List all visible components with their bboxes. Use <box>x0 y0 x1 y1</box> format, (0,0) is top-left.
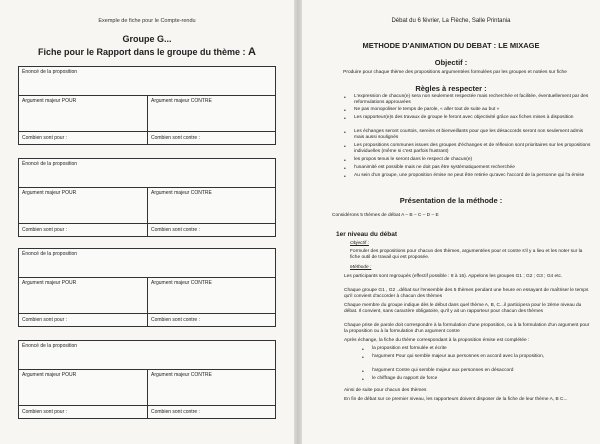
arg-contre-field[interactable] <box>147 187 275 223</box>
arg-pour-label: Argument majeur POUR <box>22 280 77 286</box>
arg-pour-label: Argument majeur POUR <box>22 372 77 378</box>
count-contre-field[interactable] <box>147 313 275 327</box>
arg-pour-field[interactable] <box>19 95 147 131</box>
bullet-icon: • <box>344 130 346 136</box>
left-page <box>0 0 294 444</box>
count-contre-label: Combien sont contre : <box>151 227 200 233</box>
count-pour-label: Combien sont pour : <box>22 135 68 141</box>
page-gutter <box>294 0 302 444</box>
method-paragraph: Après échange, la fiche du thème correspondant à la proposition émise est complétée : <box>344 338 530 343</box>
objectif-heading: Objectif : <box>434 58 468 67</box>
proposition-label: Énoncé de la proposition <box>22 251 78 257</box>
bullet-icon: • <box>362 369 364 375</box>
bullet-icon: • <box>362 347 364 353</box>
count-pour-field[interactable] <box>19 313 147 327</box>
count-contre-label: Combien sont contre : <box>151 409 200 415</box>
report-title <box>0 46 294 58</box>
arg-contre-label: Argument majeur CONTRE <box>151 190 212 196</box>
proposition-field[interactable] <box>19 159 275 188</box>
objectif-text: Produire pour chaque thème des propositions argumentées formulées par les groupes et notées sur fiche <box>343 70 567 75</box>
level-heading: 1er niveau du débat <box>336 231 398 238</box>
arg-contre-label: Argument majeur CONTRE <box>151 372 212 378</box>
count-contre-label: Combien sont contre : <box>151 135 200 141</box>
count-contre-label: Combien sont contre : <box>151 317 200 323</box>
bullet-icon: • <box>344 108 346 114</box>
themes-line: Considérons 5 thèmes de débat A – B – C – D – E <box>332 213 439 218</box>
column-divider <box>147 277 148 326</box>
objectif-sub-label: Objectif : <box>350 241 369 246</box>
rule-item: l'unanimité est possible mais ne doit pas être systématiquement recherchée <box>354 165 515 170</box>
bullet-icon: • <box>344 95 346 101</box>
count-pour-label: Combien sont pour : <box>22 227 68 233</box>
count-pour-field[interactable] <box>19 131 147 145</box>
objectif-sub-text: Formuler des propositions pour chacun des thèmes, argumentées pour et contre s'il y a lieu et les noter sur la fiche outil de travail qui est proposée. <box>350 249 583 260</box>
fiche-item: la proposition est formulée et écrite <box>372 346 447 351</box>
proposition-field[interactable] <box>19 67 275 96</box>
presentation-heading: Présentation de la méthode : <box>399 196 503 205</box>
bullet-icon: • <box>344 144 346 150</box>
fiche-item: l'argument Contre qui semble majeur aux personnes en désaccord <box>372 368 514 373</box>
proposition-field[interactable] <box>19 341 275 370</box>
report-title-text: Fiche pour le Rapport dans le groupe du thème : <box>38 47 246 57</box>
right-page <box>302 0 600 444</box>
theme-letter: A <box>248 46 256 58</box>
arg-pour-field[interactable] <box>19 369 147 405</box>
regles-heading: Règles à respecter : <box>415 84 487 93</box>
arg-contre-field[interactable] <box>147 277 275 313</box>
arg-contre-field[interactable] <box>147 95 275 131</box>
arg-contre-field[interactable] <box>147 369 275 405</box>
bullet-icon: • <box>344 166 346 172</box>
column-divider <box>147 187 148 236</box>
count-pour-field[interactable] <box>19 223 147 237</box>
bullet-icon: • <box>344 158 346 164</box>
count-contre-field[interactable] <box>147 405 275 419</box>
bullet-icon: • <box>362 377 364 383</box>
proposition-label: Énoncé de la proposition <box>22 161 78 167</box>
rule-item: Au sein d'un groupe, une proposition émise ne peut être retirée qu'avec l'accord de la personne qui l'a émise <box>354 173 585 178</box>
column-divider <box>147 95 148 144</box>
count-pour-field[interactable] <box>19 405 147 419</box>
rule-item: Les échanges seront courtois, sereins et bienveillants pour que les désaccords seront non seulement admis mais aussi soulignés <box>354 129 584 140</box>
fiche-item: le chiffrage du rapport de force <box>372 376 438 381</box>
count-pour-label: Combien sont pour : <box>22 317 68 323</box>
example-caption: Exemple de fiche pour le Compte-rendu <box>98 18 196 24</box>
rule-item: les propos tenus le seront dans le respect de chacun(e) <box>354 157 473 162</box>
report-form <box>18 248 276 327</box>
proposition-field[interactable] <box>19 249 275 278</box>
closing-paragraph: Ainsi de suite pour chacun des thèmes <box>344 388 427 393</box>
rule-item: Les propositions communes issues des groupes d'échanges et de réflexion sont prioritaires sur les propositions individuelles (même si c'est parfois frustrant) <box>354 143 591 154</box>
bullet-icon: • <box>344 174 346 180</box>
report-form <box>18 340 276 419</box>
method-paragraph: Chaque prise de parole doit correspondre à la formulation d'une proposition, ou à la formulation d'un argument pour la proposition ou à la formulation d'un argument contre <box>344 323 590 334</box>
arg-pour-field[interactable] <box>19 277 147 313</box>
event-header: Débat du 6 février, La Flèche, Salle Printania <box>391 18 511 24</box>
report-form <box>18 158 276 237</box>
bullet-icon: • <box>344 116 346 122</box>
rule-item: L'expression de chacun(e) sera non seulement respectée mais recherchée et facilitée, éventuellement par des reformulations approuvées <box>354 94 589 105</box>
count-contre-field[interactable] <box>147 223 275 237</box>
arg-pour-field[interactable] <box>19 187 147 223</box>
arg-pour-label: Argument majeur POUR <box>22 190 77 196</box>
fiche-item: l'argument Pour qui semble majeur aux personnes en accord avec la proposition, <box>372 354 545 359</box>
bullet-icon: • <box>362 355 364 361</box>
group-title: Groupe G... <box>122 34 172 44</box>
closing-paragraph: En fin de débat sur ce premier niveau, les rapporteurs doivent disposer de la fiche de leur thème A, B C... <box>344 397 568 402</box>
method-paragraph: Chaque membre du groupe indique dès le début dans quel thème A, B, C...il participera pour le 2ème niveau du débat. Il convient, sans caractère obligatoire, qu'il y ait un rapporteur pour chacun des thèmes <box>344 303 582 314</box>
count-pour-label: Combien sont pour : <box>22 409 68 415</box>
proposition-label: Énoncé de la proposition <box>22 343 78 349</box>
rule-item: Ne pas monopoliser le temps de parole, « aller tout de suite au but » <box>354 107 500 112</box>
method-paragraph: Chaque groupe G1 , G2 ..débat sur l'ensemble des 5 thèmes pendant une heure en essayant de maîtriser le temps qu'il convient d'accorder à chacun des thèmes <box>344 288 589 299</box>
arg-pour-label: Argument majeur POUR <box>22 98 77 104</box>
arg-contre-label: Argument majeur CONTRE <box>151 280 212 286</box>
method-title: METHODE D'ANIMATION DU DEBAT : LE MIXAGE <box>362 41 540 50</box>
column-divider <box>147 369 148 418</box>
arg-contre-label: Argument majeur CONTRE <box>151 98 212 104</box>
proposition-label: Énoncé de la proposition <box>22 69 78 75</box>
count-contre-field[interactable] <box>147 131 275 145</box>
rule-item: Les rapporteur(e)s des travaux de groupe le feront avec objectivité grâce aux fiches mises à disposition <box>354 115 574 120</box>
report-form <box>18 66 276 145</box>
methode-sub-label: Méthode : <box>350 265 372 270</box>
method-paragraph: Les participants sont regroupés (effectif possible : 8 à 16). Appelons les groupes G1 ; G2 ; G3 ; G4 etc. <box>344 274 563 279</box>
